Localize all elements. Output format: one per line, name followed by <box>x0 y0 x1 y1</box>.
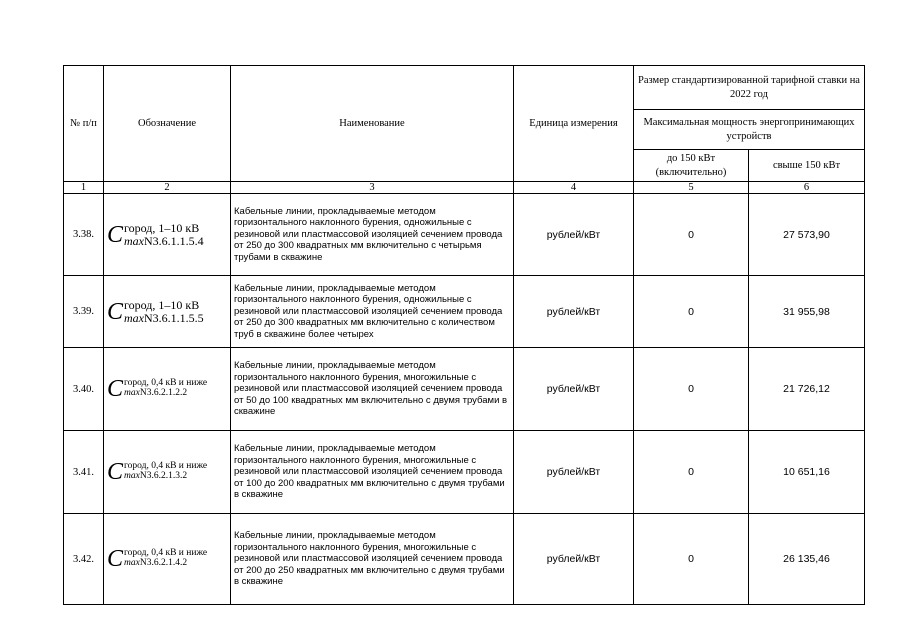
table-row <box>64 348 865 431</box>
name-cell: Кабельные линии, прокладываемые методом горизонтального наклонного бурения, одножильные с резиновой или пластмассовой изоляцией сечением провода от 250 до 300 квадратных мм включительно с количеством труб в скважине более четырех <box>231 276 514 348</box>
header-unit: Единица измерения <box>514 66 634 182</box>
header-row-1 <box>64 66 865 110</box>
rate-symbol-letter: C <box>107 221 124 248</box>
designation-cell <box>104 276 231 348</box>
rate-symbol-subscript-max: max <box>124 388 140 398</box>
rate-symbol-letter: C <box>107 459 124 485</box>
row-number: 3.41. <box>64 431 104 514</box>
designation-cell <box>104 194 231 276</box>
rate-symbol-superscript: город, 0,4 кВ и ниже <box>124 548 208 559</box>
row-number: 3.42. <box>64 514 104 605</box>
unit-cell: рублей/кВт <box>514 276 634 348</box>
table-row <box>64 514 865 605</box>
value-up-to-150: 0 <box>634 194 749 276</box>
column-number: 4 <box>514 182 634 194</box>
column-number: 6 <box>749 182 865 194</box>
column-number: 2 <box>104 182 231 194</box>
rate-symbol-subscript-code: N3.6.1.1.5.5 <box>144 310 204 325</box>
column-number: 5 <box>634 182 749 194</box>
row-number: 3.40. <box>64 348 104 431</box>
table-row <box>64 276 865 348</box>
header-power-group: Максимальная мощность энергопринимающих устройств <box>634 110 865 150</box>
rate-symbol <box>107 299 204 324</box>
designation-cell <box>104 348 231 431</box>
header-col5: до 150 кВт (включительно) <box>634 150 749 182</box>
name-cell: Кабельные линии, прокладываемые методом горизонтального наклонного бурения, многожильные с резиновой или пластмассовой изоляцией сечением провода от 100 до 200 квадратных мм включительно с двумя трубами в скважине <box>231 431 514 514</box>
rate-symbol-subscript-max: max <box>124 471 140 481</box>
rate-symbol-letter: C <box>107 376 124 402</box>
header-name: Наименование <box>231 66 514 182</box>
unit-cell: рублей/кВт <box>514 514 634 605</box>
unit-cell: рублей/кВт <box>514 348 634 431</box>
table-row <box>64 194 865 276</box>
value-over-150: 21 726,12 <box>749 348 865 431</box>
designation-cell <box>104 431 231 514</box>
header-col6: свыше 150 кВт <box>749 150 865 182</box>
tariff-table <box>63 65 865 605</box>
rate-symbol-letter: C <box>107 546 124 572</box>
value-over-150: 27 573,90 <box>749 194 865 276</box>
rate-symbol-subscript-code: N3.6.1.1.5.4 <box>144 233 204 248</box>
header-designation: Обозначение <box>104 66 231 182</box>
row-number: 3.38. <box>64 194 104 276</box>
rate-symbol-subscript-max: max <box>124 558 140 568</box>
rate-symbol-superscript: город, 0,4 кВ и ниже <box>124 378 208 389</box>
value-up-to-150: 0 <box>634 514 749 605</box>
rate-symbol-subscript-max: max <box>124 233 145 248</box>
rate-symbol <box>107 222 204 247</box>
rate-symbol-subscript-code: N3.6.2.1.2.2 <box>139 388 188 398</box>
value-up-to-150: 0 <box>634 431 749 514</box>
name-cell: Кабельные линии, прокладываемые методом горизонтального наклонного бурения, многожильные с резиновой или пластмассовой изоляцией сечением провода от 50 до 100 квадратных мм включительно с двумя трубами в скважине <box>231 348 514 431</box>
rate-symbol <box>107 377 207 401</box>
rate-symbol-superscript: город, 1–10 кВ <box>124 220 200 235</box>
rate-symbol <box>107 547 207 571</box>
row-number: 3.39. <box>64 276 104 348</box>
rate-symbol-subscript-max: max <box>124 310 145 325</box>
name-cell: Кабельные линии, прокладываемые методом горизонтального наклонного бурения, одножильные с резиновой или пластмассовой изоляцией сечением провода от 250 до 300 квадратных мм включительно с четырьмя трубами в скважине <box>231 194 514 276</box>
designation-cell <box>104 514 231 605</box>
value-over-150: 26 135,46 <box>749 514 865 605</box>
header-num: № п/п <box>64 66 104 182</box>
rate-symbol-letter: C <box>107 298 124 325</box>
value-up-to-150: 0 <box>634 348 749 431</box>
value-over-150: 31 955,98 <box>749 276 865 348</box>
rate-symbol-subscript-code: N3.6.2.1.3.2 <box>139 471 188 481</box>
name-cell: Кабельные линии, прокладываемые методом горизонтального наклонного бурения, многожильные с резиновой или пластмассовой изоляцией сечением провода от 200 до 250 квадратных мм включительно с двумя трубами в скважине <box>231 514 514 605</box>
column-number-row <box>64 182 865 194</box>
rate-symbol-superscript: город, 1–10 кВ <box>124 297 200 312</box>
value-over-150: 10 651,16 <box>749 431 865 514</box>
rate-symbol <box>107 460 207 484</box>
value-up-to-150: 0 <box>634 276 749 348</box>
table-row <box>64 431 865 514</box>
unit-cell: рублей/кВт <box>514 194 634 276</box>
unit-cell: рублей/кВт <box>514 431 634 514</box>
rate-symbol-subscript-code: N3.6.2.1.4.2 <box>139 558 188 568</box>
header-rate-group: Размер стандартизированной тарифной ставки на 2022 год <box>634 66 865 110</box>
column-number: 3 <box>231 182 514 194</box>
rate-symbol-superscript: город, 0,4 кВ и ниже <box>124 461 208 472</box>
column-number: 1 <box>64 182 104 194</box>
